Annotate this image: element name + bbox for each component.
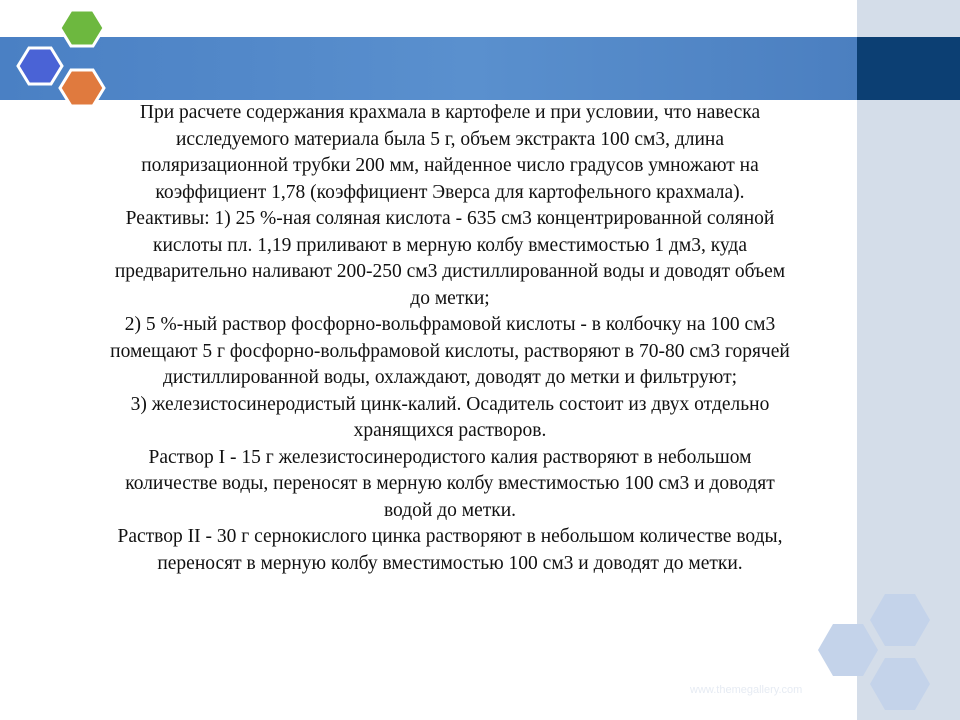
hexagon-blue-icon [18, 48, 62, 84]
text-line: кислоты пл. 1,19 приливают в мерную колбу вместимостью 1 дм3, куда [152, 234, 747, 256]
text-line: до метки; [410, 287, 490, 309]
text-line: предварительно наливают 200-250 см3 дистиллированной воды и доводят объем [114, 261, 786, 282]
text-line: количестве воды, переносят в мерную колбу вместимостью 100 см3 и доводят [125, 473, 775, 494]
slide-body-text [60, 100, 840, 577]
text-line: Раствор I - 15 г железистосинеродистого калия растворяют в небольшом [148, 446, 752, 468]
text-line: хранящихся растворов. [353, 420, 547, 441]
footer-watermark: www.themegallery.com [690, 684, 803, 696]
text-line: Реактивы: 1) 25 %-ная соляная кислота - 635 см3 концентрированной соляной [125, 208, 775, 229]
hexagon-light-icon [870, 594, 930, 646]
hexagon-light-icon [818, 624, 878, 676]
text-line: водой до метки. [383, 499, 517, 521]
hexagon-green-icon [60, 10, 104, 46]
text-line: поляризационной трубки 200 мм, найденное число градусов умножают на [141, 155, 759, 176]
header-band-dark-segment [857, 37, 960, 100]
text-line: коэффициент 1,78 (коэффициент Эверса для картофельного крахмала). [155, 181, 745, 203]
text-line: дистиллированной воды, охлаждают, доводят до метки и фильтруют; [162, 367, 738, 388]
text-line: 3) железистосинеродистый цинк-калий. Осадитель состоит из двух отдельно [130, 393, 770, 415]
hexagon-light-icon [870, 658, 930, 710]
text-line: переносят в мерную колбу вместимостью 100 см3 и доводят до метки. [157, 552, 743, 574]
text-line: 2) 5 %-ный раствор фосфорно-вольфрамовой кислоты - в колбочку на 100 см3 [124, 314, 776, 335]
text-line: исследуемого материала была 5 г, объем экстракта 100 см3, длина [175, 128, 725, 150]
text-line: При расчете содержания крахмала в картофеле и при условии, что навеска [139, 102, 761, 123]
text-line: Раствор II - 30 г сернокислого цинка растворяют в небольшом количестве воды, [117, 526, 783, 547]
text-line: помещают 5 г фосфорно-вольфрамовой кислоты, растворяют в 70-80 см3 горячей [110, 340, 790, 362]
